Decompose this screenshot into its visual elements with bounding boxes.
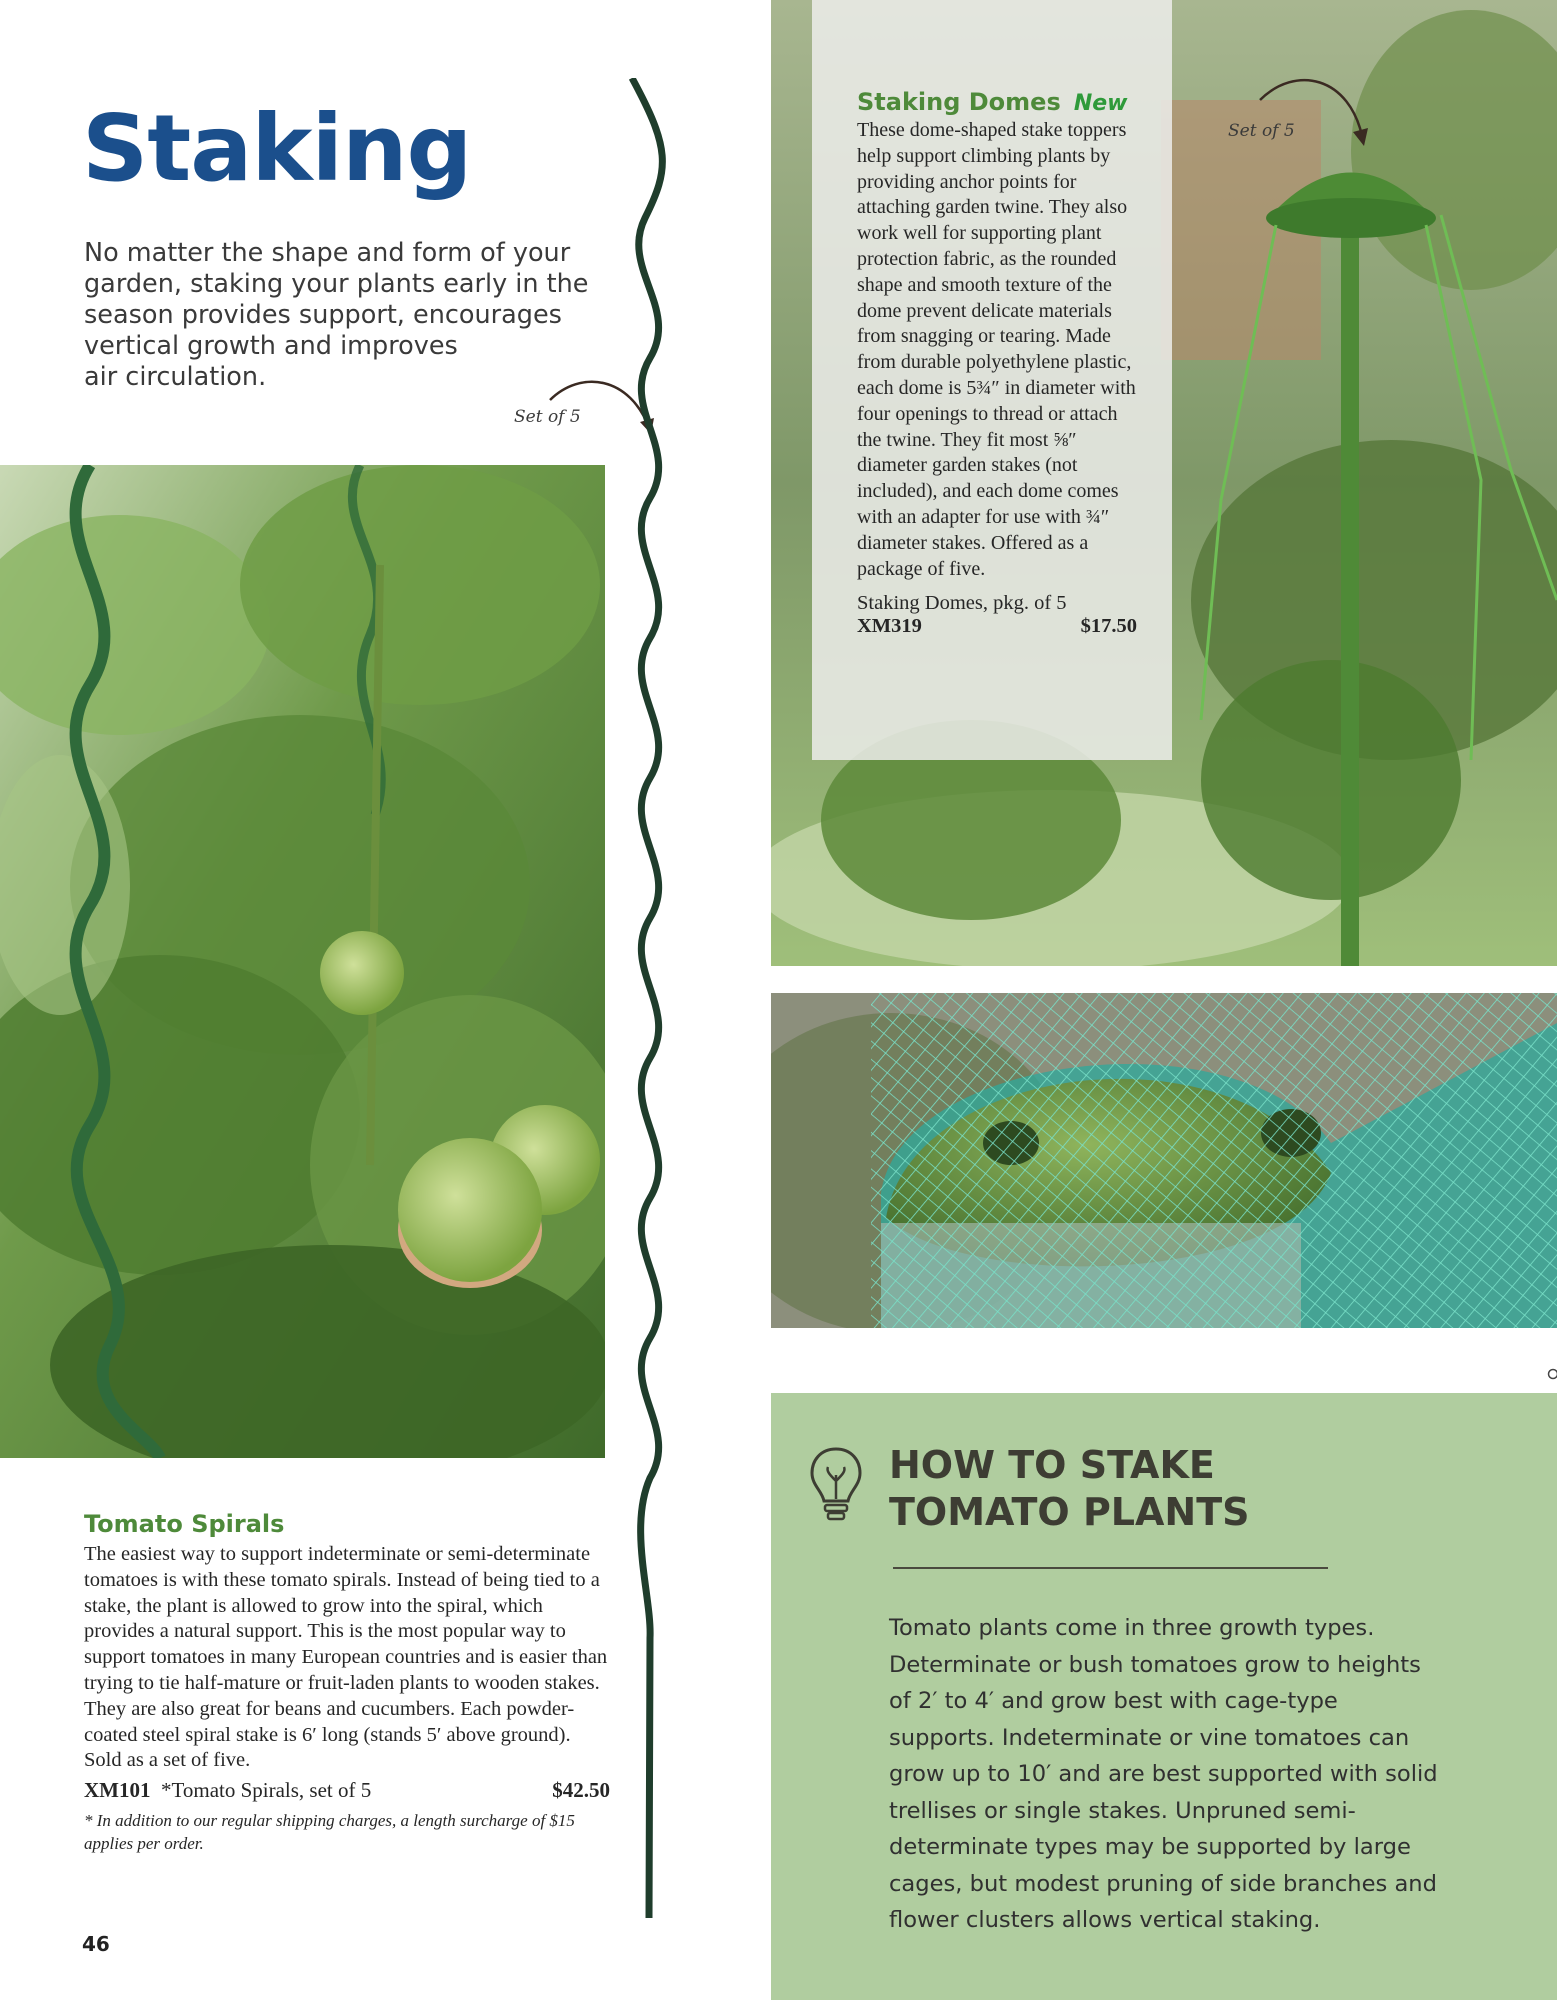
product-description: The easiest way to support indeterminate or semi-determinate tomatoes is with these tomato spirals. Instead of being tied to a stake, the plant is allowed to grow into the spiral, which provides a natural support. This is the most popular way to support tomatoes in many European countries and is easier than trying to tie half-mature or fruit-laden plants to wooden stakes. They are also great for beans and cucumbers. Each powder-coated steel spiral stake is 6′ long (stands 5′ above ground). Sold as a set of five. (84, 1543, 608, 1772)
price: $17.50 (1080, 615, 1137, 638)
page-title: Staking (82, 95, 472, 202)
curved-arrow-icon (1255, 70, 1375, 150)
how-to-title-line: HOW TO STAKE (889, 1443, 1215, 1487)
item-name: Staking Domes, pkg. of 5 (857, 592, 1067, 615)
item-name: *Tomato Spirals, set of 5 (161, 1778, 372, 1803)
intro-line: air circulation. (84, 362, 267, 392)
dome-netting-photo (771, 993, 1557, 1328)
price-line (857, 615, 1137, 638)
sku: XM319 (857, 615, 922, 638)
sku: XM101 (84, 1778, 151, 1803)
page-edge-marker-icon (1545, 1368, 1557, 1380)
new-badge: New (1073, 91, 1128, 116)
tomato-spirals-section (84, 1510, 610, 1855)
footnote: * In addition to our regular shipping charges, a length surcharge of $15 applies per order. (84, 1811, 575, 1854)
how-to-title-line: TOMATO PLANTS (889, 1490, 1250, 1534)
spiral-set-label: Set of 5 (514, 407, 581, 427)
tomato-plant-photo (0, 465, 605, 1458)
intro-line: No matter the shape and form of your (84, 238, 571, 268)
page-number: 46 (82, 1932, 110, 1956)
intro-line: season provides support, encourages (84, 300, 562, 330)
divider (893, 1567, 1328, 1569)
intro-text (84, 238, 604, 393)
intro-line: vertical growth and improves (84, 331, 458, 361)
how-to-title (889, 1442, 1309, 1536)
price-line (84, 1778, 610, 1803)
product-title: Tomato Spirals (84, 1510, 285, 1538)
spiral-stake-graphic (600, 78, 690, 1918)
product-title: Staking Domes (857, 88, 1061, 116)
dome-set-label: Set of 5 (1228, 121, 1295, 141)
product-description: These dome-shaped stake toppers help support climbing plants by providing anchor points for attaching garden twine. They also work well for supporting plant protection fabric, as the rounded shape and smooth texture of the dome prevent delicate materials from snagging or tearing. Made from durable polyethylene plastic, each dome is 5¾″ in diameter with four openings to thread or attach the twine. They fit most ⅝″ diameter garden stakes (not included), and each dome comes with an adapter for use with ¾″ diameter stakes. Offered as a package of five. (857, 119, 1136, 580)
price: $42.50 (552, 1778, 610, 1803)
intro-line: garden, staking your plants early in the (84, 269, 589, 299)
staking-domes-section (857, 88, 1137, 638)
how-to-body: Tomato plants come in three growth types. Determinate or bush tomatoes grow to heights of 2′ to 4′ and grow best with cage-type supports. Indeterminate or vine tomatoes can grow up to 10′ and are best supported with solid trellises or single stakes. Unpruned semi-determinate types may be supported by large cages, but modest pruning of side branches and flower clusters allows vertical staking. (889, 1615, 1438, 1933)
lightbulb-icon (808, 1445, 864, 1523)
